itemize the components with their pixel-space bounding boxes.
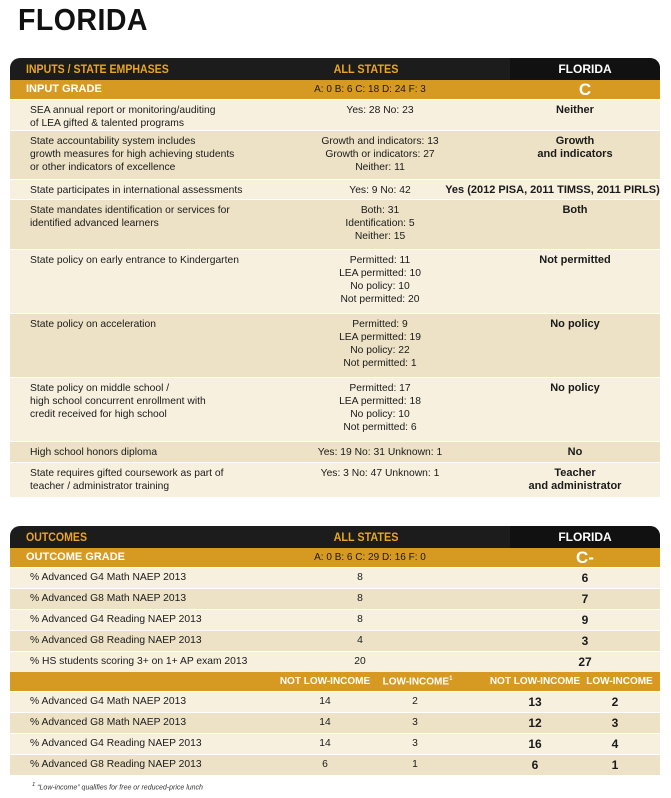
row-label: State accountability system includes growth measures for high achieving students or other indicators of excellence	[30, 136, 235, 173]
row-all-states: Yes: 9 No: 42	[349, 185, 411, 196]
row-label: % HS students scoring 3+ on 1+ AP exam 2013	[30, 656, 248, 667]
outcome-grade-row	[10, 548, 660, 567]
table-row	[10, 249, 660, 313]
table-row	[10, 313, 660, 377]
footnote-text: “Low-income” qualifies for free or reduced-price lunch	[37, 784, 203, 792]
all-not-low-value: 6	[322, 759, 328, 770]
outcomes-table	[10, 526, 660, 775]
row-state: No policy	[550, 318, 600, 330]
row-all-states: Permitted: 9 LEA permitted: 19 No policy: 22 Not permitted: 1	[339, 319, 421, 369]
all-not-low-value: 14	[319, 717, 331, 728]
row-label: % Advanced G4 Reading NAEP 2013	[30, 614, 202, 625]
inputs-header-state: FLORIDA	[510, 58, 660, 80]
row-label: SEA annual report or monitoring/auditing of LEA gifted & talented programs	[30, 105, 216, 129]
outcomes-header-all-states: ALL STATES	[333, 530, 399, 544]
row-label: State mandates identification or services for identified advanced learners	[30, 205, 230, 229]
row-state: 7	[581, 592, 589, 606]
row-all-states: 8	[357, 614, 363, 625]
income-subheader	[10, 672, 660, 691]
table-row	[10, 588, 660, 609]
table-row	[10, 651, 660, 672]
state-not-low-value: 12	[528, 716, 542, 730]
input-grade-label: INPUT GRADE	[26, 83, 102, 95]
row-all-states: 4	[357, 635, 363, 646]
table-row	[10, 179, 660, 199]
row-all-states: Yes: 3 No: 47 Unknown: 1	[320, 468, 440, 479]
state-low-value: 4	[611, 737, 619, 751]
row-state: Growth and indicators	[537, 135, 613, 160]
input-grade-value: C	[578, 80, 592, 99]
footnote-mark: 1	[449, 676, 453, 682]
all-low-income-header-text: LOW-INCOME	[382, 676, 450, 688]
all-low-income-header	[380, 676, 455, 687]
table-row	[10, 441, 660, 462]
inputs-header	[10, 58, 660, 80]
row-label: High school honors diploma	[30, 447, 158, 458]
table-row	[10, 377, 660, 441]
state-not-low-value: 13	[528, 695, 542, 709]
row-all-states: 8	[357, 593, 363, 604]
row-label: % Advanced G8 Reading NAEP 2013	[30, 759, 202, 770]
state-not-low-value: 6	[531, 758, 539, 772]
inputs-header-all-states: ALL STATES	[333, 62, 399, 76]
outcome-grade-value: C-	[576, 548, 594, 567]
state-low-income-header: LOW-INCOME	[586, 676, 653, 687]
footnote	[32, 782, 203, 791]
row-label: State requires gifted coursework as part of teacher / administrator training	[30, 468, 224, 492]
row-state: Both	[562, 204, 588, 216]
state-not-low-income-header: NOT LOW-INCOME	[489, 676, 581, 687]
inputs-table	[10, 58, 660, 497]
row-state: Teacher and administrator	[528, 467, 622, 492]
state-low-value: 2	[611, 695, 619, 709]
row-label: State policy on middle school / high school concurrent enrollment with credit received for high school	[30, 383, 206, 420]
all-low-value: 2	[412, 696, 418, 707]
table-row	[10, 691, 660, 712]
row-label: State policy on acceleration	[30, 319, 156, 330]
all-low-value: 3	[412, 738, 418, 749]
row-label: State policy on early entrance to Kindergarten	[30, 255, 239, 266]
outcome-grade-distribution: A: 0 B: 6 C: 29 D: 16 F: 0	[314, 552, 426, 563]
all-not-low-value: 14	[319, 738, 331, 749]
table-row	[10, 99, 660, 130]
row-all-states: 20	[354, 656, 366, 667]
all-low-value: 1	[412, 759, 418, 770]
row-label: % Advanced G8 Math NAEP 2013	[30, 717, 187, 728]
footnote-number: 1	[32, 782, 36, 788]
row-all-states: Both: 31 Identification: 5 Neither: 15	[345, 205, 415, 242]
row-state: No policy	[550, 382, 600, 394]
row-label: % Advanced G4 Math NAEP 2013	[30, 696, 187, 707]
table-row	[10, 754, 660, 775]
row-all-states: 8	[357, 572, 363, 583]
row-state: 27	[578, 655, 592, 669]
row-all-states: Growth and indicators: 13 Growth or indicators: 27 Neither: 11	[321, 136, 439, 173]
table-row	[10, 712, 660, 733]
all-not-low-income-header: NOT LOW-INCOME	[279, 676, 371, 687]
all-low-value: 3	[412, 717, 418, 728]
row-all-states: Yes: 28 No: 23	[346, 105, 414, 116]
all-not-low-value: 14	[319, 696, 331, 707]
row-state: 3	[581, 634, 589, 648]
state-low-value: 3	[611, 716, 619, 730]
table-row	[10, 462, 660, 497]
table-row	[10, 199, 660, 249]
row-label: % Advanced G4 Math NAEP 2013	[30, 572, 187, 583]
table-row	[10, 630, 660, 651]
row-all-states: Permitted: 11 LEA permitted: 10 No policy: 10 Not permitted: 20	[339, 255, 421, 305]
table-row	[10, 733, 660, 754]
input-grade-distribution: A: 0 B: 6 C: 18 D: 24 F: 3	[314, 84, 426, 95]
row-label: % Advanced G8 Reading NAEP 2013	[30, 635, 202, 646]
outcome-grade-label: OUTCOME GRADE	[26, 551, 125, 563]
row-state: Neither	[556, 104, 594, 116]
outcomes-header-label: OUTCOMES	[26, 530, 88, 544]
row-all-states: Yes: 19 No: 31 Unknown: 1	[317, 447, 443, 458]
outcomes-header-state: FLORIDA	[510, 526, 660, 548]
row-label: % Advanced G4 Reading NAEP 2013	[30, 738, 202, 749]
state-low-value: 1	[611, 758, 619, 772]
table-row	[10, 567, 660, 588]
table-row	[10, 130, 660, 179]
inputs-header-label: INPUTS / STATE EMPHASES	[26, 62, 169, 76]
outcomes-header	[10, 526, 660, 548]
page-title: FLORIDA	[18, 2, 148, 37]
row-label: State participates in international assessments	[30, 185, 243, 196]
row-state: Yes (2012 PISA, 2011 TIMSS, 2011 PIRLS)	[445, 184, 660, 196]
row-state: No	[567, 446, 583, 458]
state-not-low-value: 16	[528, 737, 542, 751]
row-state: 9	[581, 613, 589, 627]
row-state: 6	[581, 571, 589, 585]
input-grade-row	[10, 80, 660, 99]
table-row	[10, 609, 660, 630]
row-state: Not permitted	[539, 254, 611, 266]
row-label: % Advanced G8 Math NAEP 2013	[30, 593, 187, 604]
row-all-states: Permitted: 17 LEA permitted: 18 No policy: 10 Not permitted: 6	[339, 383, 421, 433]
